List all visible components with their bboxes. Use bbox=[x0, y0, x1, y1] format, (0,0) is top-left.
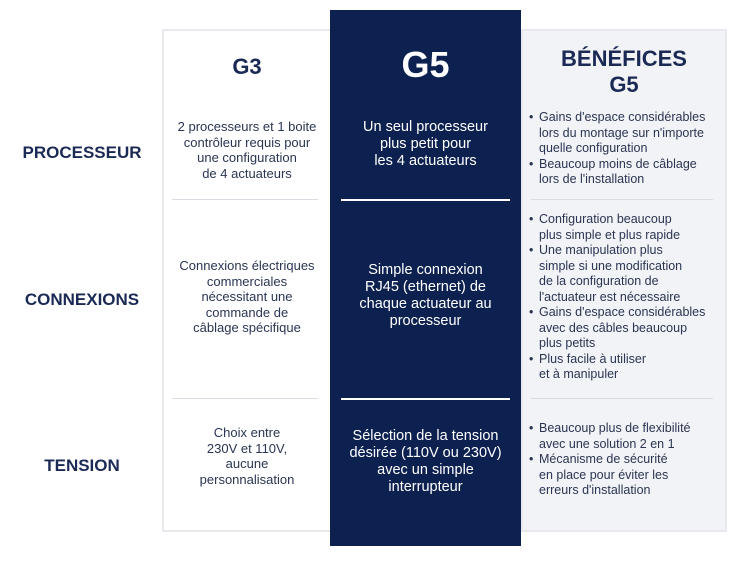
benefits-tension-list bbox=[529, 421, 719, 499]
text-line: 230V et 110V, bbox=[206, 440, 288, 456]
text-line: avec des câbles beaucoup bbox=[539, 320, 688, 335]
benefits-header-line2: G5 bbox=[609, 72, 639, 97]
text-line: de 4 actuateurs bbox=[202, 165, 292, 181]
text-line: Connexions électriques bbox=[179, 258, 315, 273]
g3-divider-1 bbox=[172, 199, 318, 200]
benefit-item bbox=[529, 352, 719, 383]
text-line: les 4 actuateurs bbox=[374, 153, 477, 169]
g3-connexions-cell bbox=[162, 258, 332, 336]
text-line: • Une manipulation plus bbox=[539, 243, 663, 257]
g3-header: G3 bbox=[232, 54, 262, 79]
g5-processeur-cell bbox=[330, 119, 521, 170]
text-line: et à manipuler bbox=[539, 367, 619, 381]
text-line: aucune bbox=[225, 456, 269, 471]
g3-divider-2 bbox=[172, 398, 318, 399]
text-line: nécessitant une bbox=[201, 289, 293, 304]
text-line: l'actuateur est nécessaire bbox=[539, 289, 681, 304]
benefits-divider-1 bbox=[531, 199, 713, 200]
g5-connexions-cell bbox=[330, 262, 521, 330]
benefit-item bbox=[529, 305, 719, 352]
benefit-item bbox=[529, 212, 719, 243]
text-line: 2 processeurs et 1 boite bbox=[177, 119, 317, 134]
text-line: contrôleur requis pour bbox=[183, 134, 311, 150]
g3-tension-cell bbox=[162, 425, 332, 487]
benefits-connexions-list bbox=[529, 212, 719, 383]
text-line: commerciales bbox=[206, 273, 288, 289]
text-line: erreurs d'installation bbox=[539, 483, 651, 497]
row-label-tension: TENSION bbox=[44, 456, 120, 475]
benefit-item bbox=[529, 110, 719, 157]
text-line: lors du montage sur n'importe bbox=[539, 125, 704, 140]
g5-divider-2 bbox=[341, 398, 510, 400]
text-line: processeur bbox=[389, 313, 462, 329]
text-line: lors de l'installation bbox=[539, 172, 645, 186]
benefits-divider-2 bbox=[531, 398, 713, 399]
text-line: Simple connexion bbox=[368, 262, 483, 278]
benefits-header-line1: BÉNÉFICES bbox=[561, 46, 687, 71]
g5-divider-1 bbox=[341, 199, 510, 201]
text-line: quelle configuration bbox=[539, 141, 648, 155]
text-line: câblage spécifique bbox=[193, 320, 301, 335]
text-line: simple si une modification bbox=[539, 258, 683, 273]
text-line: • Mécanisme de sécurité bbox=[539, 452, 668, 466]
text-line: • Plus facile à utiliser bbox=[539, 351, 646, 366]
text-line: Un seul processeur bbox=[363, 119, 488, 135]
text-line: • Gains d'espace considérables bbox=[539, 110, 706, 124]
text-line: interrupteur bbox=[388, 479, 463, 495]
text-line: une configuration bbox=[197, 150, 297, 165]
text-line: personnalisation bbox=[199, 471, 295, 487]
text-line: plus petit pour bbox=[379, 136, 472, 152]
text-line: • Beaucoup moins de câblage bbox=[539, 156, 697, 171]
g5-header: G5 bbox=[401, 44, 450, 85]
text-line: plus simple et plus rapide bbox=[539, 227, 681, 242]
benefit-item bbox=[529, 421, 719, 452]
text-line: commande de bbox=[205, 304, 289, 320]
benefit-item bbox=[529, 243, 719, 305]
text-line: RJ45 (ethernet) de bbox=[365, 279, 486, 295]
text-line: en place pour éviter les bbox=[539, 467, 669, 482]
text-line: • Gains d'espace considérables bbox=[539, 305, 706, 319]
text-line: Sélection de la tension bbox=[352, 428, 499, 444]
text-line: Choix entre bbox=[213, 425, 281, 440]
text-line: avec un simple bbox=[377, 462, 474, 478]
text-line: avec une solution 2 en 1 bbox=[539, 436, 675, 451]
row-label-processeur: PROCESSEUR bbox=[22, 143, 142, 162]
benefits-processeur-list bbox=[529, 110, 719, 188]
benefits-header bbox=[521, 46, 727, 98]
text-line: chaque actuateur au bbox=[359, 296, 492, 312]
benefit-item bbox=[529, 452, 719, 499]
text-line: • Configuration beaucoup bbox=[539, 212, 672, 226]
text-line: • Beaucoup plus de flexibilité bbox=[539, 421, 691, 435]
g5-tension-cell bbox=[330, 428, 521, 496]
text-line: désirée (110V ou 230V) bbox=[349, 445, 502, 461]
g3-processeur-cell bbox=[162, 119, 332, 181]
benefit-item bbox=[529, 157, 719, 188]
text-line: plus petits bbox=[539, 336, 596, 350]
row-label-connexions: CONNEXIONS bbox=[24, 290, 140, 309]
text-line: de la configuration de bbox=[539, 274, 659, 288]
